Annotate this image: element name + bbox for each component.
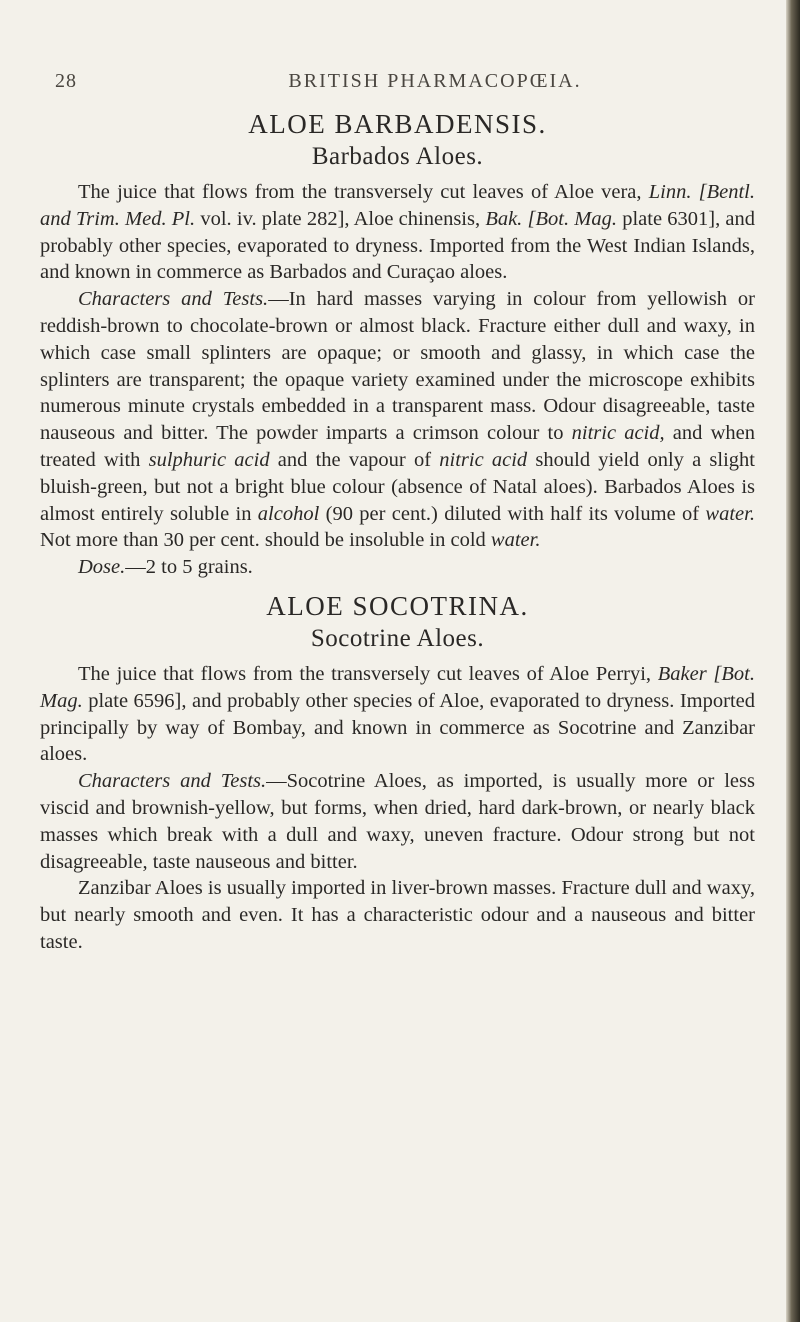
page-number: 28 (55, 70, 77, 92)
page-edge-shadow (786, 0, 800, 1322)
socotrina-characters-tests: Characters and Tests.—Socotrine Aloes, as imported, is usually more or less viscid and brownish-yellow, but forms, when dried, hard dark-brown, or nearly black masses which break with a dull and waxy, uneven fracture. Odour strong but not disagreeable, taste nauseous and bitter. (40, 770, 755, 873)
running-head (55, 70, 755, 93)
aloe-socotrina-subheading: Socotrine Aloes. (310, 624, 485, 652)
barbadensis-characters-tests: Characters and Tests.—In hard masses varying in colour from yellowish or reddish-brown to chocolate-brown or almost black. Fracture either dull and waxy, in which case small splinters are opaque; or smooth and glassy, in which case the splinters are transparent; the opaque variety examined under the microscope exhibits numerous minute crystals embedded in a transparent mass. Odour disagreeable, taste nauseous and bitter. The powder imparts a crimson colour to nitric acid, and when treated with sulphuric acid and the vapour of nitric acid should yield only a slight bluish-green, but not a bright blue colour (absence of Natal aloes). Barbados Aloes is almost entirely soluble in alcohol (90 per cent.) diluted with half its volume of water. Not more than 30 per cent. should be insoluble in cold water. (40, 288, 755, 552)
aloe-socotrina-heading: ALOE SOCOTRINA. (266, 590, 529, 621)
aloe-barbadensis-subheading: Barbados Aloes. (311, 143, 484, 170)
barbadensis-description: The juice that flows from the transversely cut leaves of Aloe vera, Linn. [Bentl. and Trim. Med. Pl. vol. iv. plate 282], Aloe chinensis, Bak. [Bot. Mag. plate 6301], and probably other species, evaporated to dryness. Imported from the West Indian Islands, and known in commerce as Barbados and Curaçao aloes. (40, 181, 755, 284)
book-page (40, 70, 755, 956)
barbadensis-dose: Dose.—2 to 5 grains. (78, 556, 253, 579)
running-head-title: BRITISH PHARMACOPŒIA. (288, 70, 582, 92)
zanzibar-aloes-note: Zanzibar Aloes is usually imported in liver-brown masses. Fracture dull and waxy, but nearly smooth and even. It has a characteristic odour and a nauseous and bitter taste. (40, 877, 755, 953)
socotrina-description: The juice that flows from the transversely cut leaves of Aloe Perryi, Baker [Bot. Mag. plate 6596], and probably other species of Aloe, evaporated to dryness. Imported principally by way of Bombay, and known in commerce as Socotrine and Zanzibar aloes. (40, 662, 755, 766)
aloe-barbadensis-heading: ALOE BARBADENSIS. (248, 109, 547, 139)
